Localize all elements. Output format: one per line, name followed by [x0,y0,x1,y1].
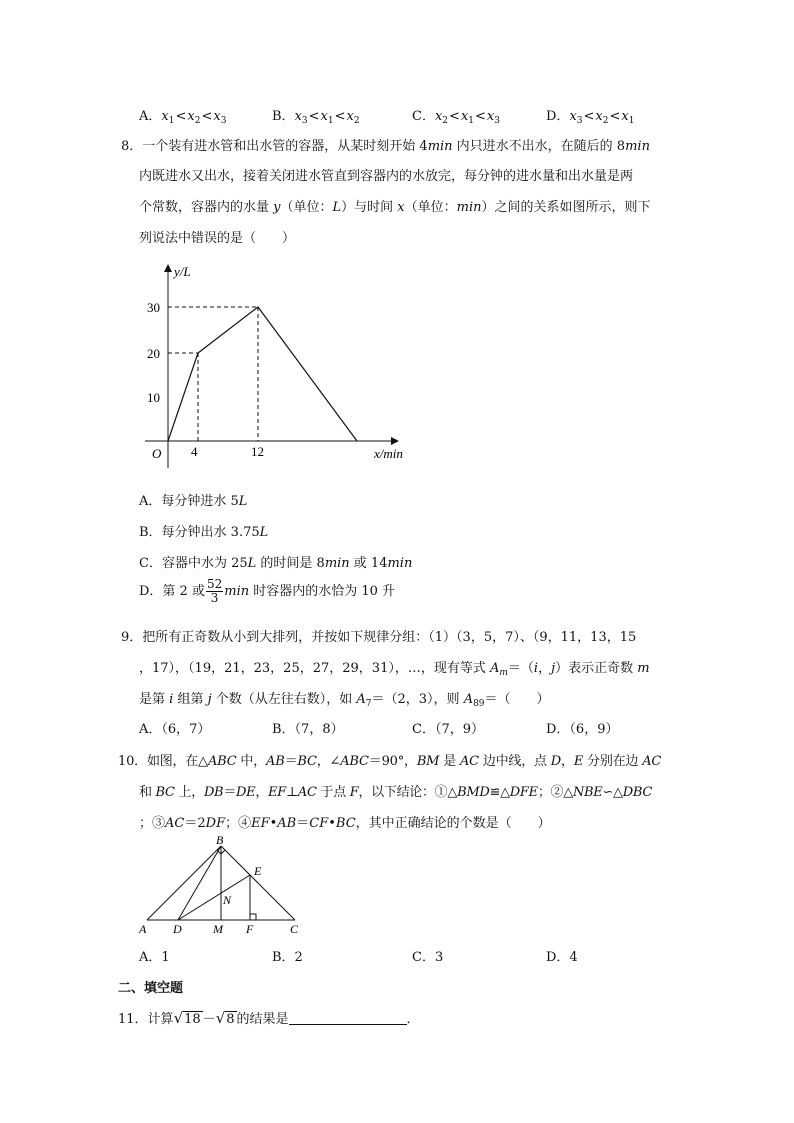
q9-text-line1: 9．把所有正奇数从小到大排列，并按如下规律分组：（1）（3，5，7）、（9，11，13，15 [121,630,637,645]
label-C: C [290,922,299,936]
q9-option-a: A．（6，7） [139,722,211,737]
q8-text-line3: 个常数，容器内的水量 y（单位：L）与时间 x（单位：min）之间的关系如图所示，则下 [139,200,651,215]
q8-option-d: D．第 2 或 $\frac{52}{3}$ min 时容器内的水恰为 10 升 [139,577,396,605]
q10-text-line3: ；③AC＝2DF；④EF•AB＝CF•BC，其中正确结论的个数是（ ） [139,816,551,831]
q10-figure [130,830,310,942]
q9-option-d: D．（6，9） [546,722,619,737]
label-D: D [173,922,182,936]
q9-text-line2: ，17），（19，21，23，25，27，29，31），…，现有等式 $A_m=(i$，j）表示正奇数 m [139,661,650,678]
q8-text-line1: 8．一个装有进水管和出水管的容器，从某时刻开始 4min 内只进水不出水，在随后的 8min [121,139,650,154]
q8-option-c: C．容器中水为 25L 的时间是 8min 或 14min [139,556,413,571]
q8-graph [140,258,420,468]
x-tick-12: 12 [251,444,264,459]
label-A: A [139,922,147,936]
label-F: F [246,922,254,936]
q10-option-c: C．3 [412,950,444,965]
x-tick-4: 4 [191,444,198,459]
q7-option-d: D．$x_3<x_2<x_1$ [546,109,635,126]
y-tick-20: 20 [147,346,160,361]
q7-option-a: A．$x_1<x_2<x_3$ [139,109,227,126]
q10-option-b: B．2 [272,950,303,965]
label-M: M [213,922,223,936]
q8-option-a: A．每分钟进水 5L [139,494,248,509]
origin-label: O [152,446,162,461]
right-angle-F [250,914,256,920]
x-axis-label: x/min [374,446,403,461]
q9-text-line3: 是第 i 组第 j 个数（从左往右数），如 $A_7=(2$，3），则 $A_{89}=$（ ） [139,692,550,709]
q11-text: 11．计算√18 －√8 的结果是 ． [118,1009,420,1027]
q10-text-line2: 和 BC 上，DB＝DE，EF⊥AC 于点 F，以下结论：①△BMD≌△DFE；②△NBE∽△DBC [139,785,653,800]
y-axis-label: y/L [174,264,191,279]
q8-text-line4: 列说法中错误的是（ ） [139,231,296,246]
q10-text-line1: 10．如图，在△ABC 中，AB＝BC，∠ABC＝90°，BM 是 AC 边中线，点 D，E 分别在边 AC [118,754,662,769]
q7-option-b: B．$x_3<x_1<x_2$ [272,109,360,126]
fraction-52-3: $\frac{52}{3}$ [206,577,223,605]
label-E: E [254,864,262,878]
q10-option-a: A．1 [139,950,170,965]
q8-text-line2: 内既进水又出水，接着关闭进水管直到容器内的水放完，每分钟的进水量和出水量是两 [139,169,634,184]
y-tick-30: 30 [147,300,160,315]
q8-option-b: B．每分钟出水 3.75L [139,525,269,540]
q10-option-d: D．4 [546,950,578,965]
water-volume-line [168,307,357,441]
label-B: B [216,833,224,847]
answer-blank [289,1012,407,1025]
label-N: N [223,893,232,907]
q9-option-c: C．（7，9） [412,722,484,737]
radical-icon: √ [215,1009,226,1027]
y-tick-10: 10 [147,390,160,405]
q7-option-c: C．$x_2<x_1<x_3$ [412,109,500,126]
radical-icon: √ [173,1009,184,1027]
segment-DE [178,875,250,920]
side-BC [221,846,295,920]
q9-option-b: B．（7，8） [272,722,344,737]
section-title-fill-in: 二、填空题 [118,981,184,996]
